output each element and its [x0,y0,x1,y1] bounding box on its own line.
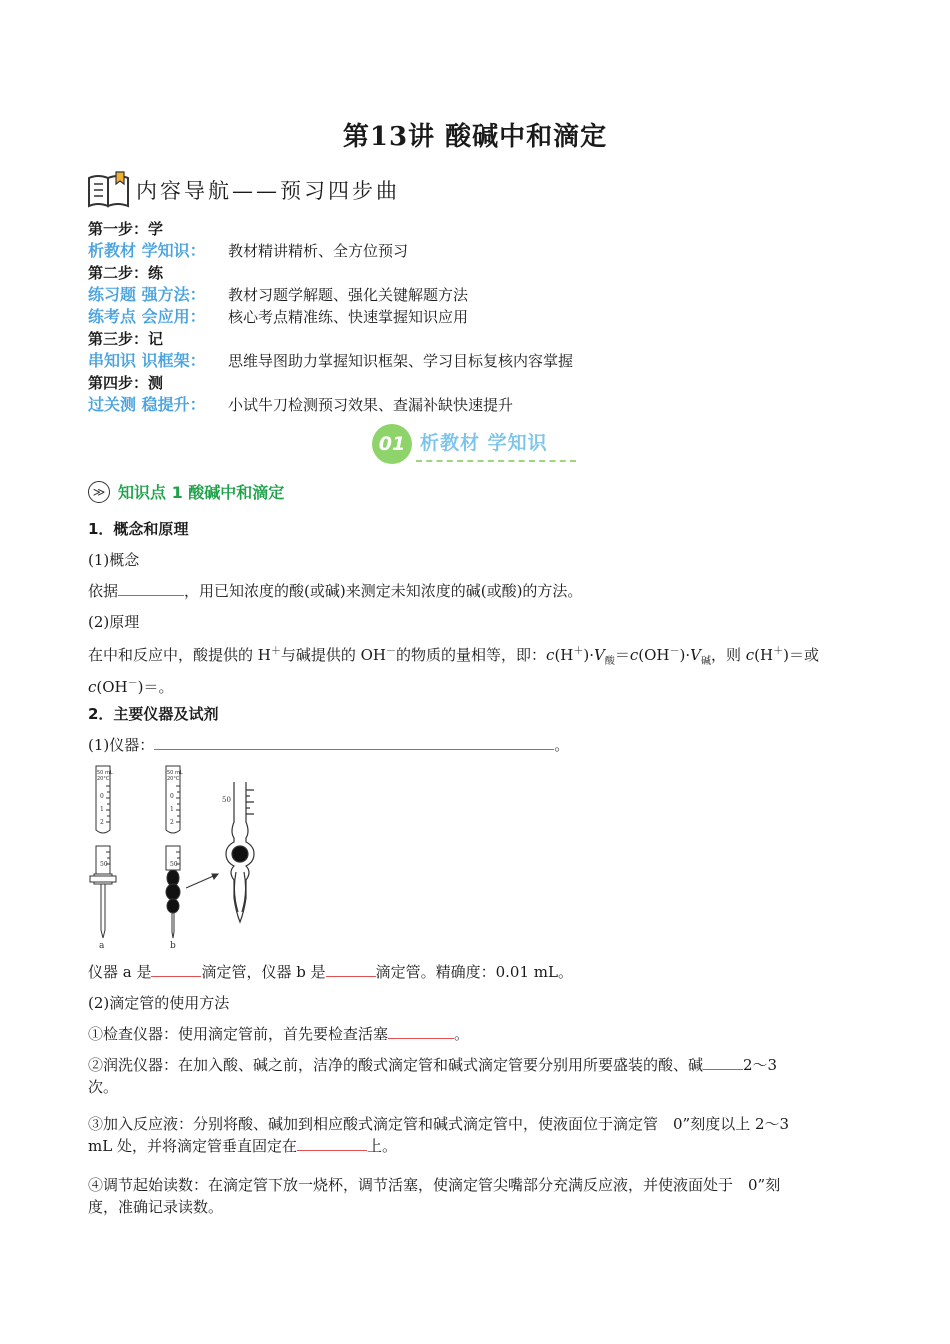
text: 2～3 [743,1056,778,1074]
text: 仪器 a 是 [88,963,152,981]
fill-blank [703,1055,743,1070]
step-check [88,1023,868,1045]
text: 。 [454,1025,470,1043]
svg-text:50: 50 [222,796,231,804]
text: ＝或 [788,646,819,664]
svg-text:50: 50 [100,861,108,868]
svg-text:0: 0 [100,793,104,800]
fill-blank [118,581,184,596]
step1-item [88,240,868,262]
svg-text:20°C: 20°C [167,776,180,782]
step-fill [88,1113,868,1157]
fill-blank [297,1136,367,1151]
step2a-desc: 教材习题学解题、强化关键解题方法 [228,286,469,304]
text: 滴定管，仪器 b 是 [201,963,326,981]
burette-b-top [166,766,183,833]
text: ，则 [710,646,746,664]
svg-text:1: 1 [170,806,174,813]
text: (1)仪器： [88,736,155,754]
knowledge-point-title: 知识点 1 酸碱中和滴定 [118,483,285,502]
fill-blank [151,962,201,977]
step2a-item [88,284,868,306]
text: 的物质的量相等，即： [396,646,547,664]
banner-text: 析教材 学知识 [420,432,548,454]
svg-text:2: 2 [170,819,174,826]
text: 次。 [88,1078,119,1096]
burette-b-detail [222,782,254,922]
paragraph-principle: 在中和反应中，酸提供的 H＋与碱提供的 OH－的物质的量相等，即：$c(H^+)\cdot V_酸=c(OH^-)\cdot V_碱$，则 c(H＋)＝或 c(OH－)＝。 [88,646,819,696]
arrow [186,874,218,888]
burette-a-top [96,766,113,833]
text: ，用已知浓度的酸(或碱)来测定未知浓度的碱(或酸)的方法。 [184,582,583,600]
text: 依据 [88,582,119,600]
step1-desc: 教材精讲精析、全方位预习 [228,242,409,260]
heading-concept: 1．概念和原理 [88,520,189,538]
page-title: 第13讲 酸碱中和滴定 [342,122,608,152]
step2a-key: 练习题 强方法： [88,285,206,304]
text: )＝。 [137,678,174,696]
svg-text:50 mL: 50 mL [97,770,113,776]
step4-item [88,394,868,416]
step3-item [88,350,868,372]
book-icon [86,170,132,210]
text: ④调节起始读数：在滴定管下放一烧杯，调节活塞，使滴定管尖嘴部分充满反应液，并使液面处于 0”刻 [88,1176,781,1194]
fill-blank [154,735,554,750]
fill-blank [388,1024,454,1039]
text: 度，准确记录读数。 [88,1198,224,1216]
sub-principle: (2)原理 [88,613,140,631]
superscript: － [386,646,397,657]
svg-text:50: 50 [170,861,178,868]
step3-heading: 第三步：记 [88,330,164,348]
paragraph-concept [88,580,868,602]
banner-divider [416,460,576,462]
burette-a-bottom [90,846,116,938]
formula: c [546,646,555,664]
text: 在中和反应中，酸提供的 H [88,646,271,664]
text: 滴定管。精确度：0.01 mL。 [375,963,573,981]
double-chevron-icon: ≫ [88,481,110,503]
steps-list [88,218,868,416]
nav-header [86,168,400,212]
formula: c [745,646,755,664]
sub-instruments [88,734,868,756]
figure-label-b: b [170,941,176,951]
text: ②润洗仪器：在加入酸、碱之前，洁净的酸式滴定管和碱式滴定管要分别用所要盛装的酸、碱 [88,1056,704,1074]
step3-desc: 思维导图助力掌握知识框架、学习目标复核内容掌握 [228,352,574,370]
step1-heading: 第一步：学 [88,220,164,238]
burette-diagram [86,762,286,952]
text: mL 处，并将滴定管垂直固定在 [88,1137,297,1155]
sub-concept: (1)概念 [88,551,140,569]
svg-text:0: 0 [170,793,174,800]
svg-text:50 mL: 50 mL [167,770,183,776]
step4-key: 过关测 稳提升： [88,395,206,414]
sub-usage: (2)滴定管的使用方法 [88,994,230,1012]
step2b-item [88,306,868,328]
text: 上。 [366,1137,397,1155]
paragraph-instrument-types [88,961,868,983]
fill-blank [326,962,376,977]
figure-label-a: a [99,941,105,951]
banner-number: 01 [372,424,412,464]
svg-text:2: 2 [100,819,104,826]
formula: c [88,678,97,696]
text: 与碱提供的 OH [280,646,387,664]
text: ③加入反应液：分别将酸、碱加到相应酸式滴定管和碱式滴定管中，使液面位于滴定管 0”刻度以上 2～3 [88,1115,790,1133]
step2b-desc: 核心考点精准练、快速掌握知识应用 [228,308,469,326]
step2b-key: 练考点 会应用： [88,307,206,326]
knowledge-point-heading [88,480,284,503]
step2-heading: 第二步：练 [88,264,164,282]
burette-b-bottom [166,846,180,938]
step-adjust [88,1174,868,1218]
step1-key: 析教材 学知识： [88,241,206,260]
section-banner [368,422,580,468]
step-rinse [88,1054,868,1098]
svg-text:1: 1 [100,806,104,813]
text: ①检查仪器：使用滴定管前，首先要检查活塞 [88,1025,389,1043]
superscript: ＋ [270,646,281,657]
svg-text:20°C: 20°C [97,776,110,782]
step4-desc: 小试牛刀检测预习效果、查漏补缺快速提升 [228,396,514,414]
step4-heading: 第四步：测 [88,374,164,392]
text: 。 [554,736,570,754]
step3-key: 串知识 识框架： [88,351,206,370]
nav-title: 内容导航——预习四步曲 [136,179,400,203]
heading-instruments: 2．主要仪器及试剂 [88,705,219,723]
